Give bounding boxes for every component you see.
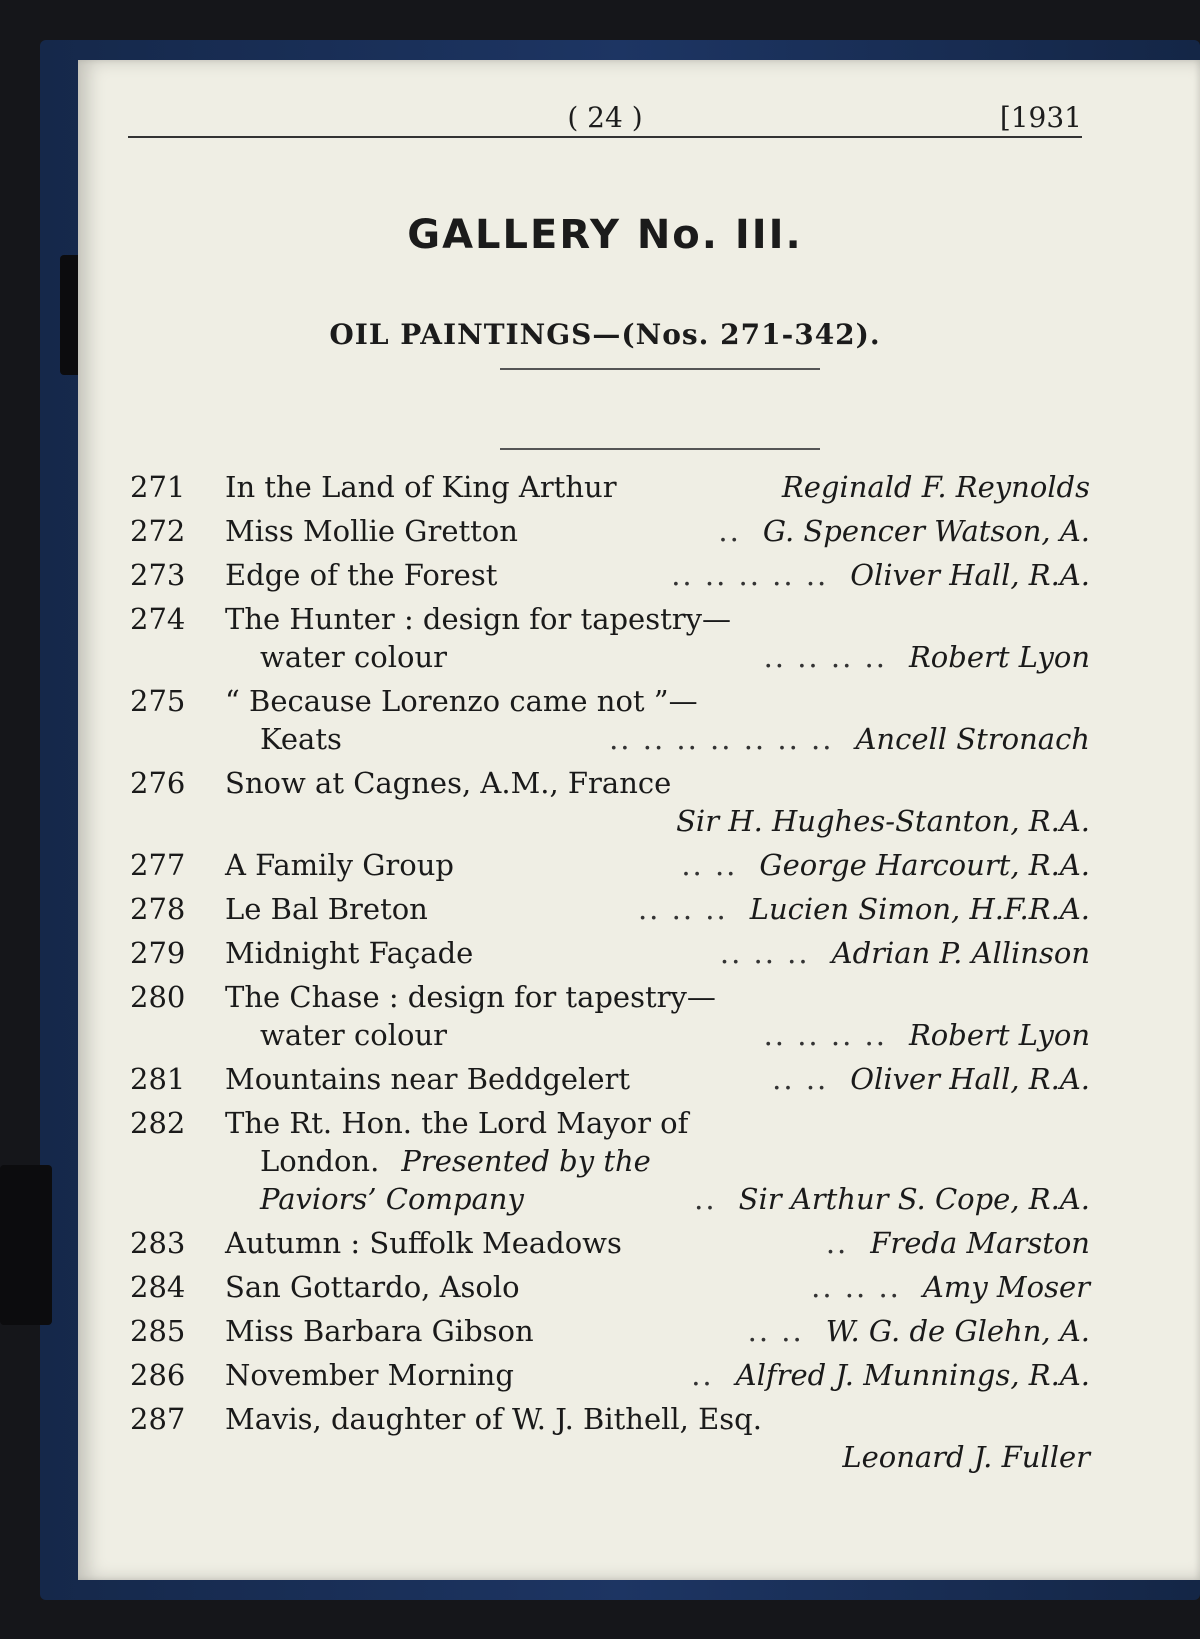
section-heading: OIL PAINTINGS—(Nos. 271-342).	[329, 318, 881, 351]
catalogue-entry-284	[130, 1270, 1090, 1314]
entry-artist: Robert Lyon	[908, 640, 1090, 674]
entry-title: In the Land of King Arthur	[225, 470, 617, 504]
entry-artist: Reginald F. Reynolds	[781, 470, 1090, 504]
entry-title: November Morning	[225, 1358, 514, 1392]
catalogue-entry-287	[130, 1402, 1090, 1484]
entry-title: The Rt. Hon. the Lord Mayor of	[225, 1106, 689, 1140]
catalogue-entry-280	[130, 980, 1090, 1062]
entry-number: 278	[130, 892, 186, 926]
entry-presenter: Paviors’ Company	[260, 1182, 524, 1216]
gallery-title: GALLERY No. III.	[407, 212, 803, 258]
entry-title: A Family Group	[225, 848, 454, 882]
entry-artist: Freda Marston	[870, 1226, 1090, 1260]
entry-number: 272	[130, 514, 186, 548]
entry-number: 279	[130, 936, 186, 970]
catalogue-entry-283	[130, 1226, 1090, 1270]
entry-artist: Sir H. Hughes-Stanton, R.A.	[676, 804, 1090, 838]
entry-number: 282	[130, 1106, 186, 1140]
leader-dots: .. .. ..	[719, 936, 810, 970]
catalogue-entry-272	[130, 514, 1090, 558]
catalogue-entry-285	[130, 1314, 1090, 1358]
leader-dots: .. ..	[681, 848, 738, 882]
entry-title: “ Because Lorenzo came not ”—	[225, 684, 698, 718]
catalogue-entry-271	[130, 470, 1090, 514]
entry-title: Le Bal Breton	[225, 892, 428, 926]
header-rule	[128, 136, 1082, 138]
entry-title: Miss Barbara Gibson	[225, 1314, 534, 1348]
leader-dots: .. ..	[747, 1314, 804, 1348]
entry-title: The Hunter : design for tapestry—	[225, 602, 731, 636]
catalogue-entry-278	[130, 892, 1090, 936]
leader-dots: .. .. .. ..	[763, 640, 887, 674]
entry-artist: George Harcourt, R.A.	[759, 848, 1090, 882]
entry-number: 274	[130, 602, 186, 636]
entry-number: 277	[130, 848, 186, 882]
entry-title: Midnight Façade	[225, 936, 474, 970]
entry-artist: Alfred J. Munnings, R.A.	[735, 1358, 1090, 1392]
entry-title: Mavis, daughter of W. J. Bithell, Esq.	[225, 1402, 762, 1436]
entry-source: Keats	[260, 722, 342, 756]
leader-dots: .. .. ..	[811, 1270, 901, 1304]
catalogue-entry-276	[130, 766, 1090, 848]
entry-presentation-note: Presented by the	[401, 1144, 651, 1178]
entry-medium: water colour	[260, 640, 447, 674]
catalogue-entry-274	[130, 602, 1090, 684]
leader-dots: ..	[825, 1226, 849, 1260]
entry-artist: Oliver Hall, R.A.	[850, 558, 1090, 592]
entry-title: The Chase : design for tapestry—	[225, 980, 716, 1014]
catalogue-entry-281	[130, 1062, 1090, 1106]
catalogue-year: [1931	[999, 101, 1082, 134]
leader-dots: ..	[694, 1182, 717, 1216]
entry-artist: Oliver Hall, R.A.	[850, 1062, 1090, 1096]
entry-artist: Lucien Simon, H.F.R.A.	[749, 892, 1090, 926]
leader-dots: .. .. .. .. ..	[671, 558, 829, 592]
catalogue-entry-273	[130, 558, 1090, 602]
leader-dots: .. .. ..	[637, 892, 728, 926]
entry-number: 273	[130, 558, 186, 592]
catalogue-entry-275	[130, 684, 1090, 766]
page-number: ( 24 )	[567, 101, 643, 134]
leader-dots: .. .. .. .. .. .. ..	[609, 722, 834, 756]
leader-dots: ..	[718, 514, 741, 548]
entry-artist: Adrian P. Allinson	[831, 936, 1090, 970]
page-clip-bottom	[0, 1165, 52, 1325]
entry-number: 280	[130, 980, 186, 1014]
entry-title-continued: London.	[260, 1144, 380, 1178]
entry-artist: Ancell Stronach	[855, 722, 1090, 756]
entry-title: Miss Mollie Gretton	[225, 514, 518, 548]
catalogue-list	[130, 470, 1090, 1484]
entry-number: 284	[130, 1270, 186, 1304]
entry-title: Mountains near Beddgelert	[225, 1062, 630, 1096]
entry-artist: G. Spencer Watson, A.	[762, 514, 1090, 548]
entry-number: 271	[130, 470, 186, 504]
entry-artist: Robert Lyon	[908, 1018, 1090, 1052]
catalogue-entry-277	[130, 848, 1090, 892]
entry-artist: Sir Arthur S. Cope, R.A.	[738, 1182, 1090, 1216]
entry-title: Autumn : Suffolk Meadows	[225, 1226, 622, 1260]
leader-dots: .. ..	[772, 1062, 829, 1096]
entry-number: 285	[130, 1314, 186, 1348]
entry-title: San Gottardo, Asolo	[225, 1270, 520, 1304]
catalogue-entry-279	[130, 936, 1090, 980]
entry-number: 276	[130, 766, 186, 800]
entry-number: 281	[130, 1062, 186, 1096]
entry-artist: W. G. de Glehn, A.	[825, 1314, 1090, 1348]
entry-medium: water colour	[260, 1018, 447, 1052]
page-header	[128, 95, 1082, 135]
entry-number: 275	[130, 684, 186, 718]
entry-artist: Amy Moser	[922, 1270, 1090, 1304]
leader-dots: .. .. .. ..	[763, 1018, 887, 1052]
entry-number: 287	[130, 1402, 186, 1436]
entry-artist: Leonard J. Fuller	[842, 1440, 1090, 1474]
entry-title: Edge of the Forest	[225, 558, 498, 592]
catalogue-entry-282	[130, 1106, 1090, 1226]
divider-rule-upper	[500, 368, 820, 370]
leader-dots: ..	[691, 1358, 714, 1392]
catalogue-entry-286	[130, 1358, 1090, 1402]
entry-number: 283	[130, 1226, 186, 1260]
entry-title: Snow at Cagnes, A.M., France	[225, 766, 672, 800]
entry-number: 286	[130, 1358, 186, 1392]
divider-rule-lower	[500, 448, 820, 450]
